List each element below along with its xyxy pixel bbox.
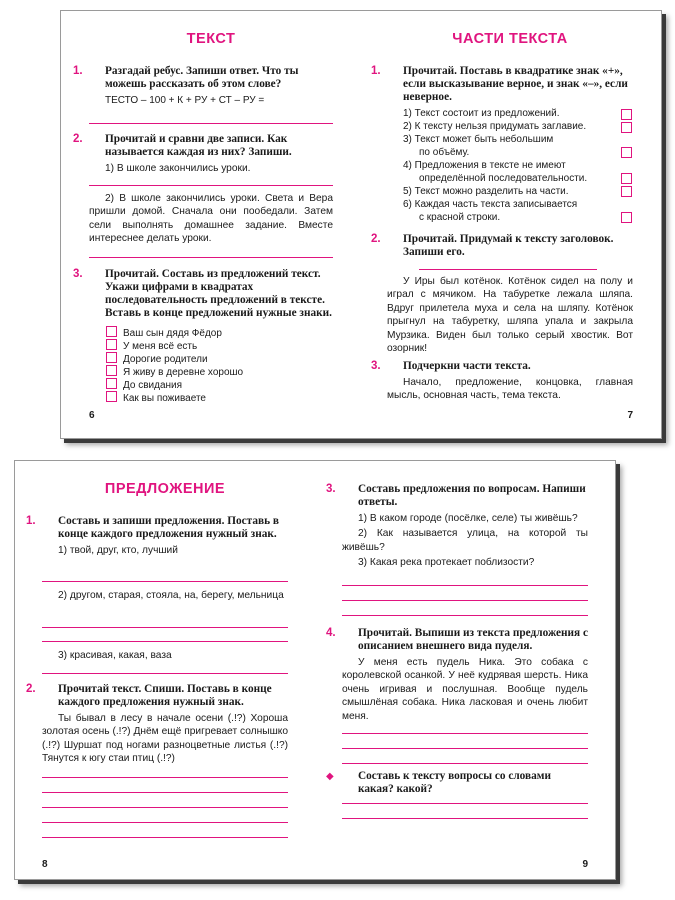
- answer-line[interactable]: [89, 185, 333, 186]
- task-1-text: Разгадай ребус. Запиши ответ. Что ты можешь рассказать об этом слове?: [105, 65, 299, 90]
- item-1: 1) твой, друг, кто, лучший: [58, 545, 178, 556]
- answer-box[interactable]: [621, 186, 632, 197]
- answer-line[interactable]: [89, 257, 333, 258]
- answer-line[interactable]: [42, 627, 288, 628]
- answer-line[interactable]: [42, 837, 288, 838]
- answer-line[interactable]: [42, 822, 288, 823]
- order-item[interactable]: Дорогие родители: [106, 352, 208, 366]
- answer-box[interactable]: [621, 122, 632, 133]
- page-title-predlozhenie: ПРЕДЛОЖЕНИЕ: [104, 481, 226, 497]
- order-item[interactable]: У меня всё есть: [106, 339, 197, 353]
- task-3-text: Подчеркни части текста.: [403, 360, 531, 372]
- statement-3-cont: по объёму.: [419, 147, 470, 158]
- order-box[interactable]: [106, 378, 117, 389]
- answer-line[interactable]: [42, 777, 288, 778]
- page-number: 8: [42, 859, 48, 870]
- answer-line[interactable]: [419, 269, 597, 270]
- page-8: [26, 461, 288, 879]
- task-1-text: Прочитай. Поставь в квадратике знак «+», если высказывание верное, и знак «–», если неверное.: [403, 65, 628, 103]
- spread-pages-6-7: [60, 10, 662, 439]
- answer-box[interactable]: [621, 173, 632, 184]
- task-1-build: 1. Составь и запиши предложения. Поставь в конце каждого предложения нужный знак. 1) твой, друг, кто, лучший: [42, 515, 288, 557]
- page-number: 6: [89, 410, 95, 421]
- story-kitten: У Иры был котёнок. Котёнок сидел на полу и играл с мячиком. На табуретке лежала шляпа. Вдруг прилетела муха и села на шляпу. Котёнок прыгнул на табуретку, шляпа упала и закрыла Мурзика. Виден был только серый хвостик. Вот озорник!: [387, 276, 633, 355]
- question-2: 2) Как называется улица, на которой ты живёшь?: [342, 528, 588, 553]
- item-2: 2) другом, старая, стояла, на, берегу, мельница: [58, 590, 284, 601]
- page-number: 9: [582, 859, 588, 870]
- answer-line[interactable]: [42, 673, 288, 674]
- order-item[interactable]: Ваш сын дядя Фёдор: [106, 326, 222, 340]
- task-4-text: Прочитай. Выпиши из текста предложения с описанием внешнего вида пуделя.: [358, 627, 588, 652]
- story-poodle: У меня есть пудель Ника. Это собака с королевской осанкой. У неё кудрявая шерсть. Ника очень игривая и послушная. Вообще пудель смышлёная собака. Ника ласковая и очень любит меня.: [342, 657, 588, 722]
- task-1-rebus: 1. Разгадай ребус. Запиши ответ. Что ты можешь рассказать об этом слове? ТЕСТО – 100 + К + РУ + СТ – РУ =: [89, 65, 333, 107]
- item-2: 2) В школе закончились уроки. Света и Вера пришли домой. Сначала они пообедали. Затем сели выполнять домашнее задание. Вместе интереснее делать уроки.: [89, 193, 333, 245]
- task-3-compose: 3. Прочитай. Составь из предложений текст. Укажи цифрами в квадратах последовательность предложений в тексте. Вставь в конце предложений нужные знаки.: [73, 268, 332, 319]
- task-3-text: Прочитай. Составь из предложений текст. Укажи цифрами в квадратах последовательность предложений в тексте. Вставь в конце предложений нужные знаки.: [105, 268, 332, 319]
- statement-3: 3) Текст может быть небольшим: [403, 134, 554, 145]
- statement-5: 5) Текст можно разделить на части.: [403, 186, 569, 197]
- page-title-tekst: ТЕКСТ: [186, 31, 236, 47]
- statement-4-cont: определённой последовательности.: [419, 173, 588, 184]
- task-3-parts: 3. Подчеркни части текста. Начало, предложение, концовка, главная мысль, основная часть, тема текста.: [371, 360, 633, 402]
- answer-line[interactable]: [89, 123, 333, 124]
- answer-box[interactable]: [621, 109, 632, 120]
- rebus: ТЕСТО – 100 + К + РУ + СТ – РУ =: [105, 95, 265, 106]
- task-2-text: Прочитай и сравни две записи. Как называется каждая из них? Запиши.: [105, 133, 292, 158]
- page-7: [371, 11, 633, 438]
- order-box[interactable]: [106, 339, 117, 350]
- order-item[interactable]: До свидания: [106, 378, 182, 392]
- answer-line[interactable]: [342, 733, 588, 734]
- order-box[interactable]: [106, 391, 117, 402]
- task-2-text: Прочитай. Придумай к тексту заголовок. Запиши его.: [403, 233, 614, 258]
- statement-2: 2) К тексту нельзя придумать заглавие.: [403, 121, 587, 132]
- answer-line[interactable]: [342, 803, 588, 804]
- order-box[interactable]: [106, 326, 117, 337]
- page-6: [73, 11, 333, 438]
- task-2-text: Прочитай текст. Спиши. Поставь в конце каждого предложения нужный знак.: [58, 683, 272, 708]
- task-3-questions: 3. Составь предложения по вопросам. Напиши ответы. 1) В каком городе (посёлке, селе) ты живёшь? 2) Как называется улица, на которой ты живёшь? 3) Какая река протекает поблизости?: [326, 483, 588, 569]
- page-9: [326, 461, 588, 879]
- answer-line[interactable]: [342, 818, 588, 819]
- answer-line[interactable]: [342, 615, 588, 616]
- answer-line[interactable]: [42, 641, 288, 642]
- statement-6-cont: с красной строки.: [419, 212, 501, 223]
- answer-line[interactable]: [342, 600, 588, 601]
- task-bonus: [326, 770, 588, 796]
- item-1: 1) В школе закончились уроки.: [105, 163, 251, 174]
- task-4-poodle: 4. Прочитай. Выпиши из текста предложения с описанием внешнего вида пуделя. У меня есть пудель Ника. Это собака с королевской осанкой. У неё кудрявая шерсть. Ника очень игривая и послушная. Вообще пудель смышлёная собака. Ника ласковая и очень любит меня.: [326, 627, 588, 722]
- answer-line[interactable]: [42, 581, 288, 582]
- spread-pages-8-9: [14, 460, 616, 880]
- statement-6: 6) Каждая часть текста записывается: [403, 199, 578, 210]
- answer-line[interactable]: [42, 807, 288, 808]
- order-box[interactable]: [106, 365, 117, 376]
- answer-line[interactable]: [342, 763, 588, 764]
- item-3: 3) красивая, какая, ваза: [58, 650, 172, 661]
- answer-box[interactable]: [621, 212, 632, 223]
- order-item[interactable]: Я живу в деревне хорошо: [106, 365, 243, 379]
- order-item[interactable]: Как вы поживаете: [106, 391, 206, 405]
- question-1: 1) В каком городе (посёлке, селе) ты живёшь?: [358, 513, 578, 524]
- task-2-copy: 2. Прочитай текст. Спиши. Поставь в конце каждого предложения нужный знак. Ты бывал в лесу в начале осени (.!?) Хороша золотая осень (.!?) Днём ещё пригревает солнышко (.!?) Шуршат под ногами разноцветные листья (.!?) Тянутся к югу стаи птиц (.!?): [26, 683, 288, 765]
- page-title-chasti-teksta: ЧАСТИ ТЕКСТА: [452, 31, 568, 47]
- answer-line[interactable]: [342, 585, 588, 586]
- answer-line[interactable]: [42, 792, 288, 793]
- question-3: 3) Какая река протекает поблизости?: [358, 557, 535, 569]
- task-1-text: Составь и запиши предложения. Поставь в конце каждого предложения нужный знак.: [58, 515, 280, 540]
- task-2-compare: 2. Прочитай и сравни две записи. Как называется каждая из них? Запиши. 1) В школе закончились уроки.: [89, 133, 333, 175]
- answer-box[interactable]: [621, 147, 632, 158]
- task-3-text: Составь предложения по вопросам. Напиши ответы.: [358, 483, 586, 508]
- diamond-icon: ◆: [326, 771, 334, 782]
- task-1-true-false: 1. Прочитай. Поставь в квадратике знак «+», если высказывание верное, и знак «–», если неверное.: [371, 65, 628, 103]
- bonus-text: Составь к тексту вопросы со словами какая? какой?: [358, 770, 551, 795]
- text-parts: Начало, предложение, концовка, главная мысль, основная часть, тема текста.: [387, 377, 633, 402]
- statement-4: 4) Предложения в тексте не имеют: [403, 160, 566, 171]
- story-autumn: Ты бывал в лесу в начале осени (.!?) Хороша золотая осень (.!?) Днём ещё пригревает солнышко (.!?) Шуршат под ногами разноцветные листья (.!?) Тянутся к югу стаи птиц (.!?): [42, 713, 288, 765]
- order-box[interactable]: [106, 352, 117, 363]
- task-2-title: 2. Прочитай. Придумай к тексту заголовок. Запиши его.: [371, 233, 614, 258]
- statement-1: 1) Текст состоит из предложений.: [403, 108, 560, 119]
- page-number: 7: [627, 410, 633, 421]
- answer-line[interactable]: [342, 748, 588, 749]
